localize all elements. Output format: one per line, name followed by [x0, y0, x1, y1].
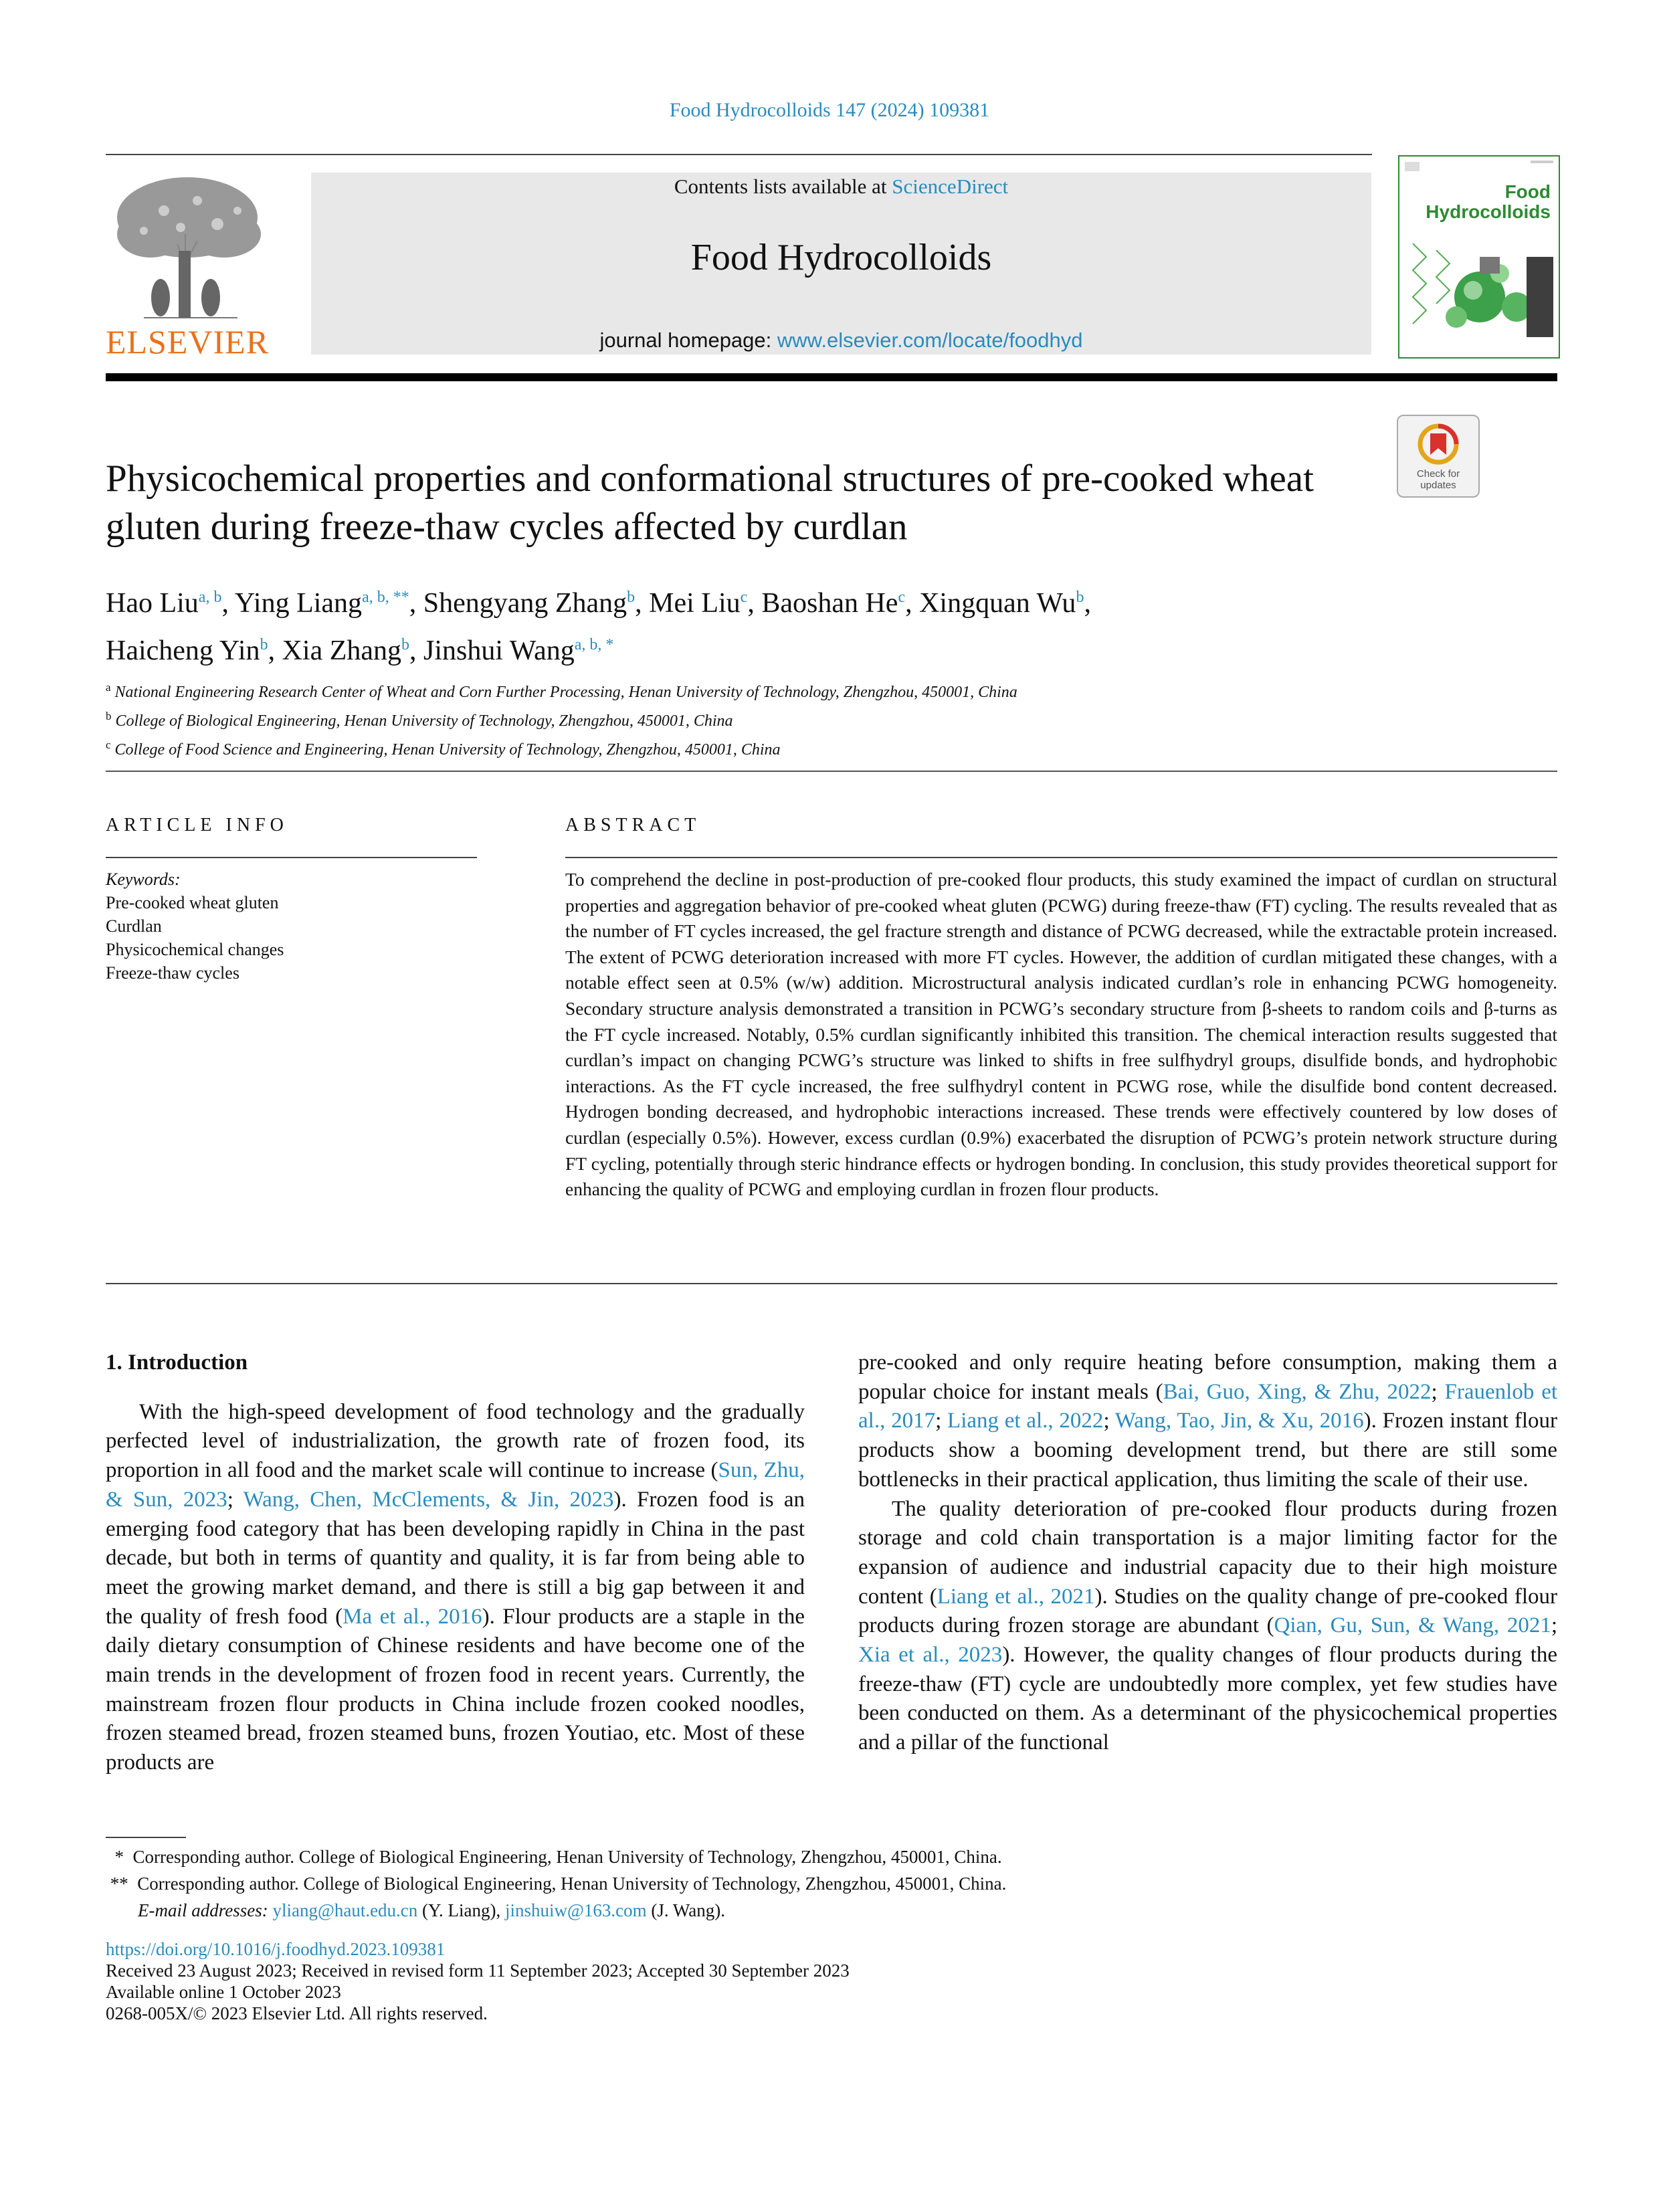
- author: [649, 588, 761, 619]
- paragraph-text: ). Studies on the quality change of pre-cooked flour products during frozen storage are abundant (: [858, 1584, 1557, 1638]
- keywords-label: Keywords:: [106, 870, 181, 889]
- body-column-right: [858, 1348, 1557, 1758]
- citation-separator: ;: [1103, 1409, 1115, 1433]
- author-name: Jinshui Wang: [423, 635, 575, 666]
- journal-cover[interactable]: [1398, 155, 1560, 359]
- email-owner: (Y. Liang),: [417, 1900, 506, 1920]
- cover-title-line1: Food: [1504, 181, 1551, 202]
- footnote-text: Corresponding author. College of Biological Engineering, Henan University of Technology, Zhengzhou, 450001, China.: [132, 1847, 1002, 1867]
- citation-link[interactable]: Bai, Guo, Xing, & Zhu, 2022: [1163, 1379, 1432, 1404]
- affiliation-key: a: [106, 681, 111, 694]
- abstract-text: To comprehend the decline in post-production of pre-cooked flour products, this study examined the impact of curdlan on structural properties and aggregation behavior of pre-cooked wheat gluten (PCWG) during freeze-thaw (FT) cycling. The results revealed that as the number of FT cycles increased, the gel fracture strength and distance of PCWG decreased, while the extractable protein increased. The extent of PCWG deterioration increased with more FT cycles. However, the addition of curdlan mitigated these changes, with a notable effect seen at 0.5% (w/w) addition. Microstructural analysis indicated curdlan’s role in enhancing PCWG homogeneity. Secondary structure analysis demonstrated a transition in PCWG’s secondary structure from β-sheets to random coils and β-turns as the FT cycle increased. Notably, 0.5% curdlan significantly inhibited this transition. The chemical interaction results suggested that curdlan’s impact on changing PCWG’s structure was linked to shifts in free sulfhydryl groups, disulfide bonds, and hydrophobic interactions. As the FT cycle increased, the free sulfhydryl content in PCWG rose, while the disulfide bond content decreased. Hydrogen bonding decreased, and hydrophobic interactions increased. These trends were effectively countered by low doses of curdlan (especially 0.5%). However, excess curdlan (0.9%) exacerbated the disruption of PCWG’s protein network structure during FT cycling, potentially through steric hindrance effects or hydrogen bonding. In conclusion, this study provides theoretical support for enhancing the quality of PCWG and employing curdlan in frozen flour products.: [565, 869, 1557, 1200]
- citation-link[interactable]: Liang et al., 2021: [937, 1584, 1095, 1609]
- check-for-updates-button[interactable]: [1397, 415, 1480, 498]
- affiliation: [106, 733, 1444, 762]
- check-updates-line2: updates: [1420, 480, 1456, 491]
- body-paragraph: [106, 1398, 805, 1778]
- email-label: E-mail addresses:: [138, 1900, 268, 1920]
- citation-link[interactable]: Sun, Zhu, & Sun, 2023: [106, 1458, 805, 1512]
- affiliation: [106, 704, 1444, 733]
- citation-link[interactable]: Ma et al., 2016: [343, 1604, 482, 1629]
- author-affiliation-marks[interactable]: c: [898, 589, 906, 606]
- cover-title-line2: Hydrocolloids: [1426, 201, 1551, 222]
- paper-title: Physicochemical properties and conformational structures of pre-cooked wheat gluten during freeze-thaw cycles affected by curdlan: [106, 458, 1314, 548]
- affiliation-key: c: [106, 738, 111, 751]
- affiliation-text: College of Food Science and Engineering, Henan University of Technology, Zhengzhou, 450001, China: [114, 741, 781, 759]
- author-separator: ,: [409, 588, 423, 619]
- author: [282, 635, 423, 666]
- keyword: Physicochemical changes: [106, 940, 284, 959]
- copyright-notice: 0268-005X/© 2023 Elsevier Ltd. All rights reserved.: [106, 2003, 488, 2023]
- footnote-text: Corresponding author. College of Biological Engineering, Henan University of Technology, Zhengzhou, 450001, China.: [137, 1874, 1007, 1894]
- author-separator: ,: [905, 588, 920, 619]
- cover-illustration-icon: [1399, 157, 1559, 357]
- available-online-date: Available online 1 October 2023: [106, 1982, 341, 2002]
- body-paragraph: [858, 1348, 1557, 1495]
- author-affiliation-marks[interactable]: a, b: [198, 589, 222, 606]
- contents-line: [311, 175, 1371, 199]
- citation-link[interactable]: Wang, Chen, McClements, & Jin, 2023: [243, 1487, 614, 1512]
- author-name: Mei Liu: [649, 588, 741, 619]
- author: [423, 635, 613, 666]
- citation-separator: ;: [227, 1487, 243, 1512]
- email-link[interactable]: yliang@haut.edu.cn: [272, 1900, 418, 1920]
- author-affiliation-marks[interactable]: a, b, **: [362, 589, 409, 606]
- affiliation-key: b: [106, 710, 112, 722]
- author-separator: ,: [635, 588, 650, 619]
- abstract-end-divider: [106, 1283, 1557, 1284]
- paragraph-text: pre-cooked and only require heating before consumption, making them a popular choice for instant meals (: [858, 1350, 1557, 1404]
- author: [423, 588, 649, 619]
- paragraph-text: With the high-speed development of food technology and the gradually perfected level of industrialization, the growth rate of frozen food, its proportion in all food and the market scale will continue to increase (: [106, 1399, 805, 1483]
- keywords-block: [106, 868, 477, 985]
- author-name: Hao Liu: [106, 588, 199, 619]
- citation-separator: ;: [935, 1409, 948, 1433]
- author: [106, 635, 282, 666]
- citation-link[interactable]: Liang et al., 2022: [947, 1409, 1104, 1433]
- keyword: Freeze-thaw cycles: [106, 963, 239, 983]
- contents-prefix: Contents lists available at: [674, 175, 892, 198]
- journal-title: Food Hydrocolloids: [690, 237, 992, 278]
- keyword: Pre-cooked wheat gluten: [106, 893, 279, 912]
- citation-link[interactable]: Qian, Gu, Sun, & Wang, 2021: [1274, 1613, 1551, 1638]
- footnote-divider: [106, 1837, 186, 1838]
- paragraph-text: The quality deterioration of pre-cooked flour products during frozen storage and cold chain transportation is a major limiting factor for the expansion of audience and industrial capacity due to their high moisture content (: [858, 1496, 1557, 1609]
- top-divider: [106, 154, 1372, 155]
- author-name: Xia Zhang: [282, 635, 402, 666]
- affiliation-text: College of Biological Engineering, Henan University of Technology, Zhengzhou, 450001, China: [115, 712, 733, 730]
- author-name: Ying Liang: [234, 588, 363, 619]
- citation-link[interactable]: Wang, Tao, Jin, & Xu, 2016: [1114, 1409, 1364, 1433]
- author: [235, 588, 423, 619]
- footnote-mark: **: [110, 1874, 128, 1894]
- elsevier-wordmark: ELSEVIER: [105, 323, 270, 361]
- author-name: Xingquan Wu: [919, 588, 1076, 619]
- paragraph-text: ). Frozen food is an emerging food category that has been developing rapidly in China in the past decade, but both in terms of quantity and quality, it is far from being able to meet the growing market demand, and there is still a big gap between it and the quality of fresh food (: [106, 1487, 805, 1629]
- author: [919, 588, 1091, 619]
- footnote: [106, 1870, 1557, 1897]
- homepage-link[interactable]: www.elsevier.com/locate/foodhyd: [777, 328, 1083, 352]
- check-updates-icon: [1398, 416, 1478, 470]
- affiliation-divider: [106, 771, 1557, 772]
- body-paragraph: [858, 1495, 1557, 1758]
- author-separator: ,: [747, 588, 762, 619]
- check-updates-label: [1398, 468, 1478, 491]
- article-meta: [106, 1938, 1557, 2024]
- author-name: Baoshan He: [761, 588, 898, 619]
- header-thick-divider: [106, 373, 1557, 381]
- paragraph-text: ). Frozen instant flour products show a booming development trend, but there are still some bottlenecks in their practical application, thus limiting the scale of their use.: [858, 1409, 1557, 1492]
- check-updates-line1: Check for: [1416, 468, 1460, 480]
- email-owner: (J. Wang).: [646, 1900, 725, 1920]
- author-affiliation-marks[interactable]: b: [260, 636, 268, 653]
- body-column-left: [106, 1348, 805, 1778]
- homepage-prefix: journal homepage:: [599, 328, 777, 352]
- paragraph-text: ). Flour products are a staple in the daily dietary consumption of Chinese residents and have become one of the main trends in the development of frozen food in recent years. Currently, the mainstream frozen flour products in China include frozen cooked noodles, frozen steamed bread, frozen steamed buns, frozen Youtiao, etc. Most of these products are: [106, 1604, 805, 1775]
- author-affiliation-marks[interactable]: c: [740, 589, 748, 606]
- homepage-line: [311, 328, 1371, 353]
- doi-link[interactable]: https://doi.org/10.1016/j.foodhyd.2023.109381: [106, 1939, 446, 1959]
- article-info-divider: [106, 857, 477, 858]
- author-list: [106, 577, 1444, 672]
- footnote-mark: *: [114, 1847, 124, 1867]
- author-name: Shengyang Zhang: [423, 588, 627, 619]
- footnotes: [106, 1843, 1557, 1924]
- abstract-heading: ABSTRACT: [565, 815, 701, 835]
- section-heading-introduction: 1. Introduction: [106, 1350, 248, 1375]
- author-separator: ,: [221, 588, 235, 619]
- received-dates: Received 23 August 2023; Received in revised form 11 September 2023; Accepted 30 September 2023: [106, 1960, 850, 1981]
- citation-separator: ;: [1551, 1613, 1557, 1638]
- author: [761, 588, 919, 619]
- affiliation-text: National Engineering Research Center of Wheat and Corn Further Processing, Henan University of Technology, Zhengzhou, 450001, China: [114, 684, 1017, 701]
- elsevier-logo: [104, 171, 271, 361]
- paragraph-text: ). However, the quality changes of flour products during the freeze-thaw (FT) cycle are undoubtedly more complex, yet few studies have been conducted on them. As a determinant of the physicochemical properties and a pillar of the functional: [858, 1643, 1558, 1755]
- author-affiliation-marks[interactable]: a, b, *: [574, 636, 614, 653]
- author-separator: ,: [268, 635, 282, 666]
- footnote: [106, 1843, 1557, 1870]
- author-affiliation-marks[interactable]: b: [627, 589, 636, 606]
- citation-separator: ;: [1431, 1379, 1445, 1404]
- author-separator: ,: [409, 635, 424, 666]
- elsevier-tree-icon: [104, 171, 271, 321]
- affiliation-list: [106, 676, 1444, 762]
- sciencedirect-link[interactable]: ScienceDirect: [892, 175, 1009, 198]
- citation-link[interactable]: Xia et al., 2023: [858, 1643, 1003, 1668]
- affiliation: [106, 676, 1444, 704]
- abstract-divider: [565, 857, 1557, 858]
- author-affiliation-marks[interactable]: b: [401, 636, 410, 653]
- journal-citation[interactable]: Food Hydrocolloids 147 (2024) 109381: [669, 99, 990, 121]
- journal-header: [311, 173, 1371, 355]
- author-separator: ,: [1084, 588, 1091, 619]
- author-name: Haicheng Yin: [106, 635, 260, 666]
- keyword: Curdlan: [106, 916, 162, 936]
- article-info-heading: ARTICLE INFO: [106, 815, 288, 835]
- email-link[interactable]: jinshuiw@163.com: [505, 1900, 647, 1920]
- author: [106, 588, 235, 619]
- author-affiliation-marks[interactable]: b: [1076, 589, 1084, 606]
- email-footnote: [106, 1897, 1557, 1924]
- citation-link[interactable]: Frauenlob et al., 2017: [858, 1379, 1558, 1433]
